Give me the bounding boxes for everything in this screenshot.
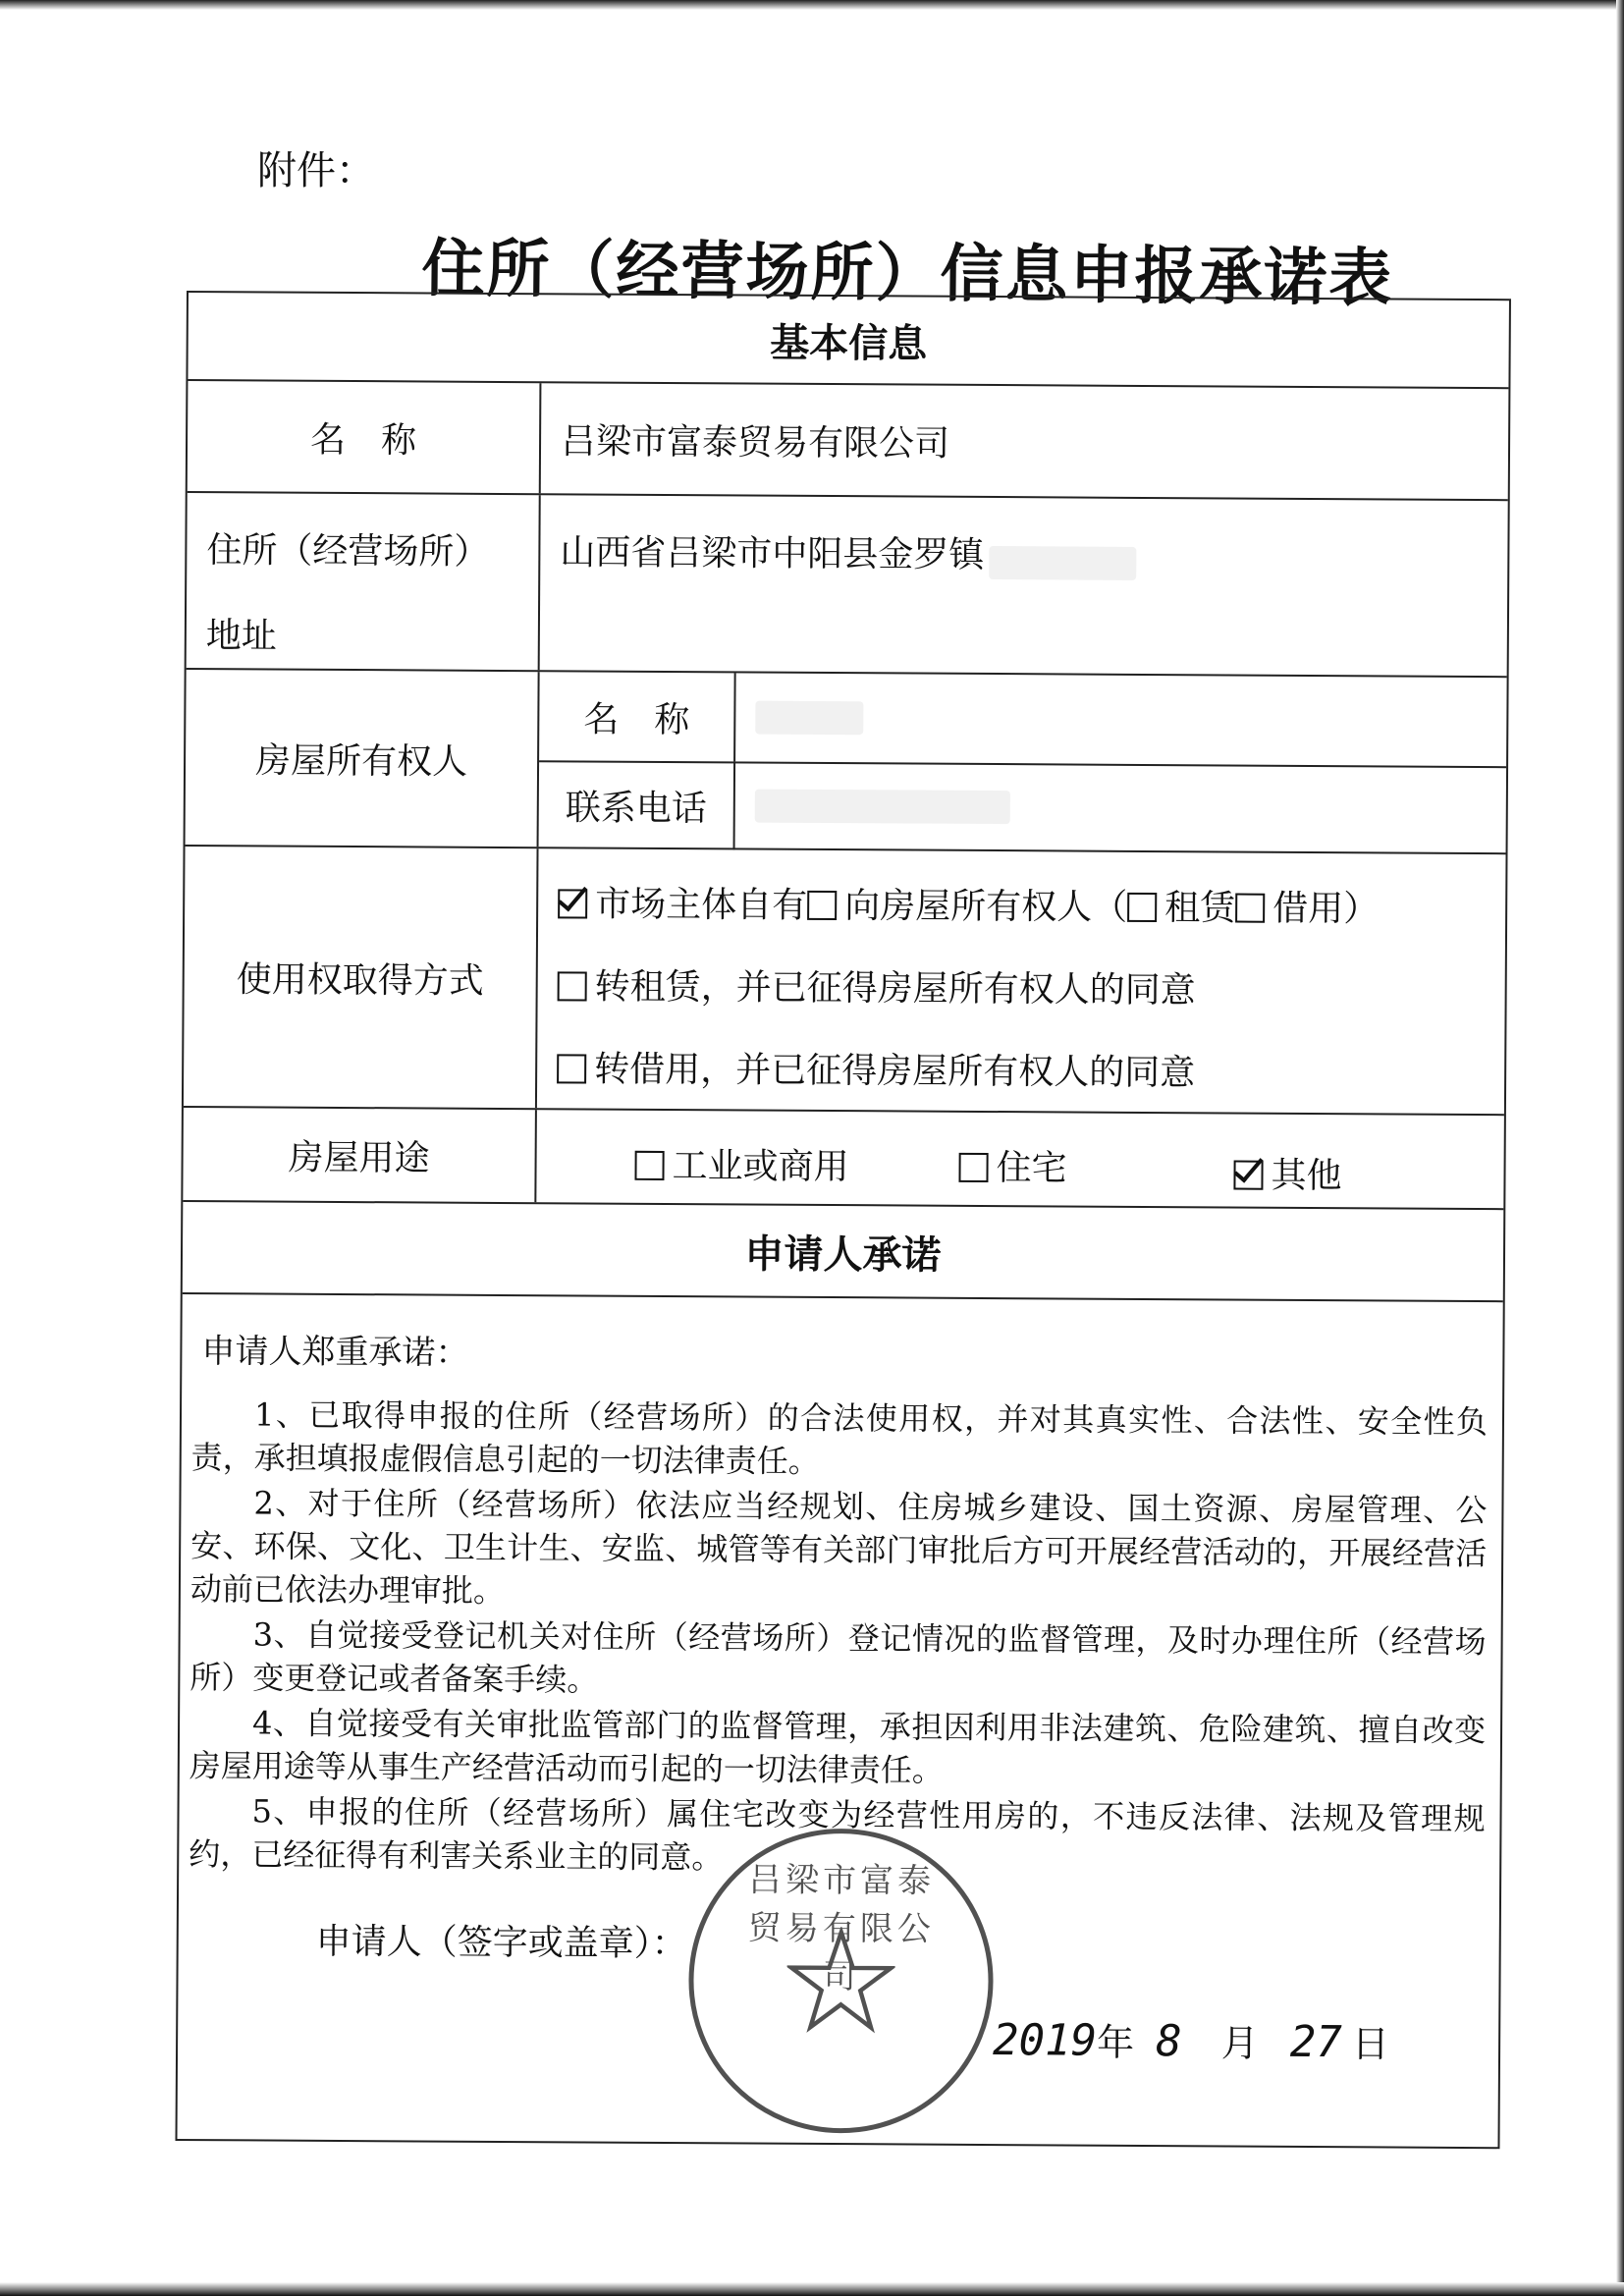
declaration-form <box>175 291 1510 2149</box>
address-row <box>187 493 1508 678</box>
usage-industrial <box>634 1138 848 1189</box>
industrial-label: 工业或商用 <box>672 1146 849 1188</box>
from-owner-label: 向房屋所有权人（ <box>844 886 1128 928</box>
name-row <box>188 381 1509 501</box>
owner-phone-value <box>735 761 1507 854</box>
attachment-label: 附件： <box>257 148 375 193</box>
lease-label: 租赁 <box>1164 888 1236 929</box>
owner-name-redaction <box>755 701 863 736</box>
pledge-item-2: 2、对于住所（经营场所）依法应当经规划、住房城乡建设、国土资源、房屋管理、公安、环保、文化、卫生计生、安监、城管等有关部门审批后方可开展经营活动的，开展经营活动前已依法办理审批。 <box>189 1484 1488 1611</box>
self-owned-checkbox[interactable] <box>558 889 587 918</box>
pledge-item-3: 3、自觉接受登记机关对住所（经营场所）登记情况的监督管理，及时办理住所（经营场所）变更登记或者备案手续。 <box>189 1615 1487 1699</box>
scan-edge-right <box>1616 0 1624 2296</box>
pledge-item-5: 5、申报的住所（经营场所）属住宅改变为经营性用房的，不违反法律、法规及管理规约，已经征得有利害关系业主的同意。 <box>189 1792 1486 1877</box>
acquisition-label: 使用权取得方式 <box>184 847 539 1108</box>
acquisition-options <box>537 848 1506 1114</box>
acquisition-line2 <box>558 958 1196 1012</box>
basic-info-header <box>188 293 1509 389</box>
borrow-label: 借用） <box>1272 888 1380 930</box>
lease-checkbox[interactable] <box>1127 893 1157 922</box>
owner-phone-subrow <box>539 760 1507 854</box>
date-month: 8 <box>1156 2016 1182 2067</box>
seal-text: 吕梁市富泰贸易有限公司 <box>747 1860 936 1997</box>
signature-label: 申请人（签字或盖章）： <box>315 1921 687 1965</box>
owner-name-value <box>735 673 1507 766</box>
address-redaction <box>989 545 1136 579</box>
pledge-header-text: 申请人承诺 <box>744 1230 942 1279</box>
name-value: 吕梁市富泰贸易有限公司 <box>560 420 950 465</box>
usage-other <box>1233 1148 1341 1199</box>
owner-label: 房屋所有权人 <box>186 670 540 847</box>
residential-label: 住宅 <box>996 1148 1067 1189</box>
owner-name-label: 名 称 <box>539 672 736 761</box>
address-label-line2: 地址 <box>205 616 277 657</box>
subborrow-checkbox[interactable] <box>557 1054 586 1083</box>
address-label <box>187 493 541 670</box>
sublease-checkbox[interactable] <box>558 971 587 1001</box>
date-day-char: 日 <box>1351 2022 1389 2066</box>
other-label: 其他 <box>1271 1155 1342 1197</box>
owner-phone-label: 联系电话 <box>539 760 736 849</box>
acquisition-line3 <box>557 1041 1195 1095</box>
owner-phone-redaction <box>755 790 1010 825</box>
document-title: 住所（经营场所）信息申报承诺表 <box>421 232 1394 316</box>
owner-name-subrow <box>539 672 1507 768</box>
owner-subtable <box>539 672 1507 852</box>
scan-edge-bottom <box>0 2282 1624 2296</box>
other-checkbox[interactable] <box>1233 1161 1263 1190</box>
acquisition-row <box>184 847 1506 1116</box>
address-value: 山西省吕梁市中阳县金罗镇 <box>560 532 985 575</box>
scan-edge-top <box>0 0 1624 10</box>
signature-date <box>993 2011 1389 2067</box>
address-label-line1: 住所（经营场所） <box>206 530 490 573</box>
industrial-checkbox[interactable] <box>634 1151 664 1180</box>
pledge-item-4: 4、自觉接受有关审批监管部门的监督管理，承担因利用非法建筑、危险建筑、擅自改变房屋用途等从事生产经营活动而引起的一切法律责任。 <box>189 1704 1487 1789</box>
sublease-label: 转租赁，并已征得房屋所有权人的同意 <box>594 966 1196 1011</box>
usage-residential <box>958 1140 1066 1191</box>
date-month-char: 月 <box>1220 2021 1259 2065</box>
seal-star-icon <box>786 1927 895 2036</box>
owner-row <box>186 670 1507 854</box>
usage-row <box>183 1108 1504 1210</box>
residential-checkbox[interactable] <box>958 1153 988 1182</box>
usage-label: 房屋用途 <box>183 1108 537 1202</box>
name-label: 名 称 <box>188 381 542 493</box>
acquisition-line1 <box>558 876 1379 931</box>
self-owned-label: 市场主体自有 <box>595 884 808 926</box>
pledge-item-1: 1、已取得申报的住所（经营场所）的合法使用权，并对其真实性、合法性、安全性负责，承担填报虚假信息引起的一切法律责任。 <box>190 1395 1489 1480</box>
date-day: 27 <box>1289 2016 1342 2068</box>
subborrow-label: 转借用，并已征得房屋所有权人的同意 <box>594 1049 1196 1094</box>
pledge-header <box>183 1202 1504 1302</box>
company-seal <box>688 1828 995 2134</box>
pledge-intro: 申请人郑重承诺： <box>201 1332 469 1373</box>
date-year-char: 年 <box>1096 2020 1135 2064</box>
date-year: 2019 <box>992 2015 1098 2066</box>
borrow-checkbox[interactable] <box>1235 894 1265 923</box>
basic-info-header-text: 基本信息 <box>770 320 928 367</box>
address-value-cell <box>540 495 1508 676</box>
from-owner-checkbox[interactable] <box>807 891 837 920</box>
usage-options <box>536 1110 1504 1208</box>
